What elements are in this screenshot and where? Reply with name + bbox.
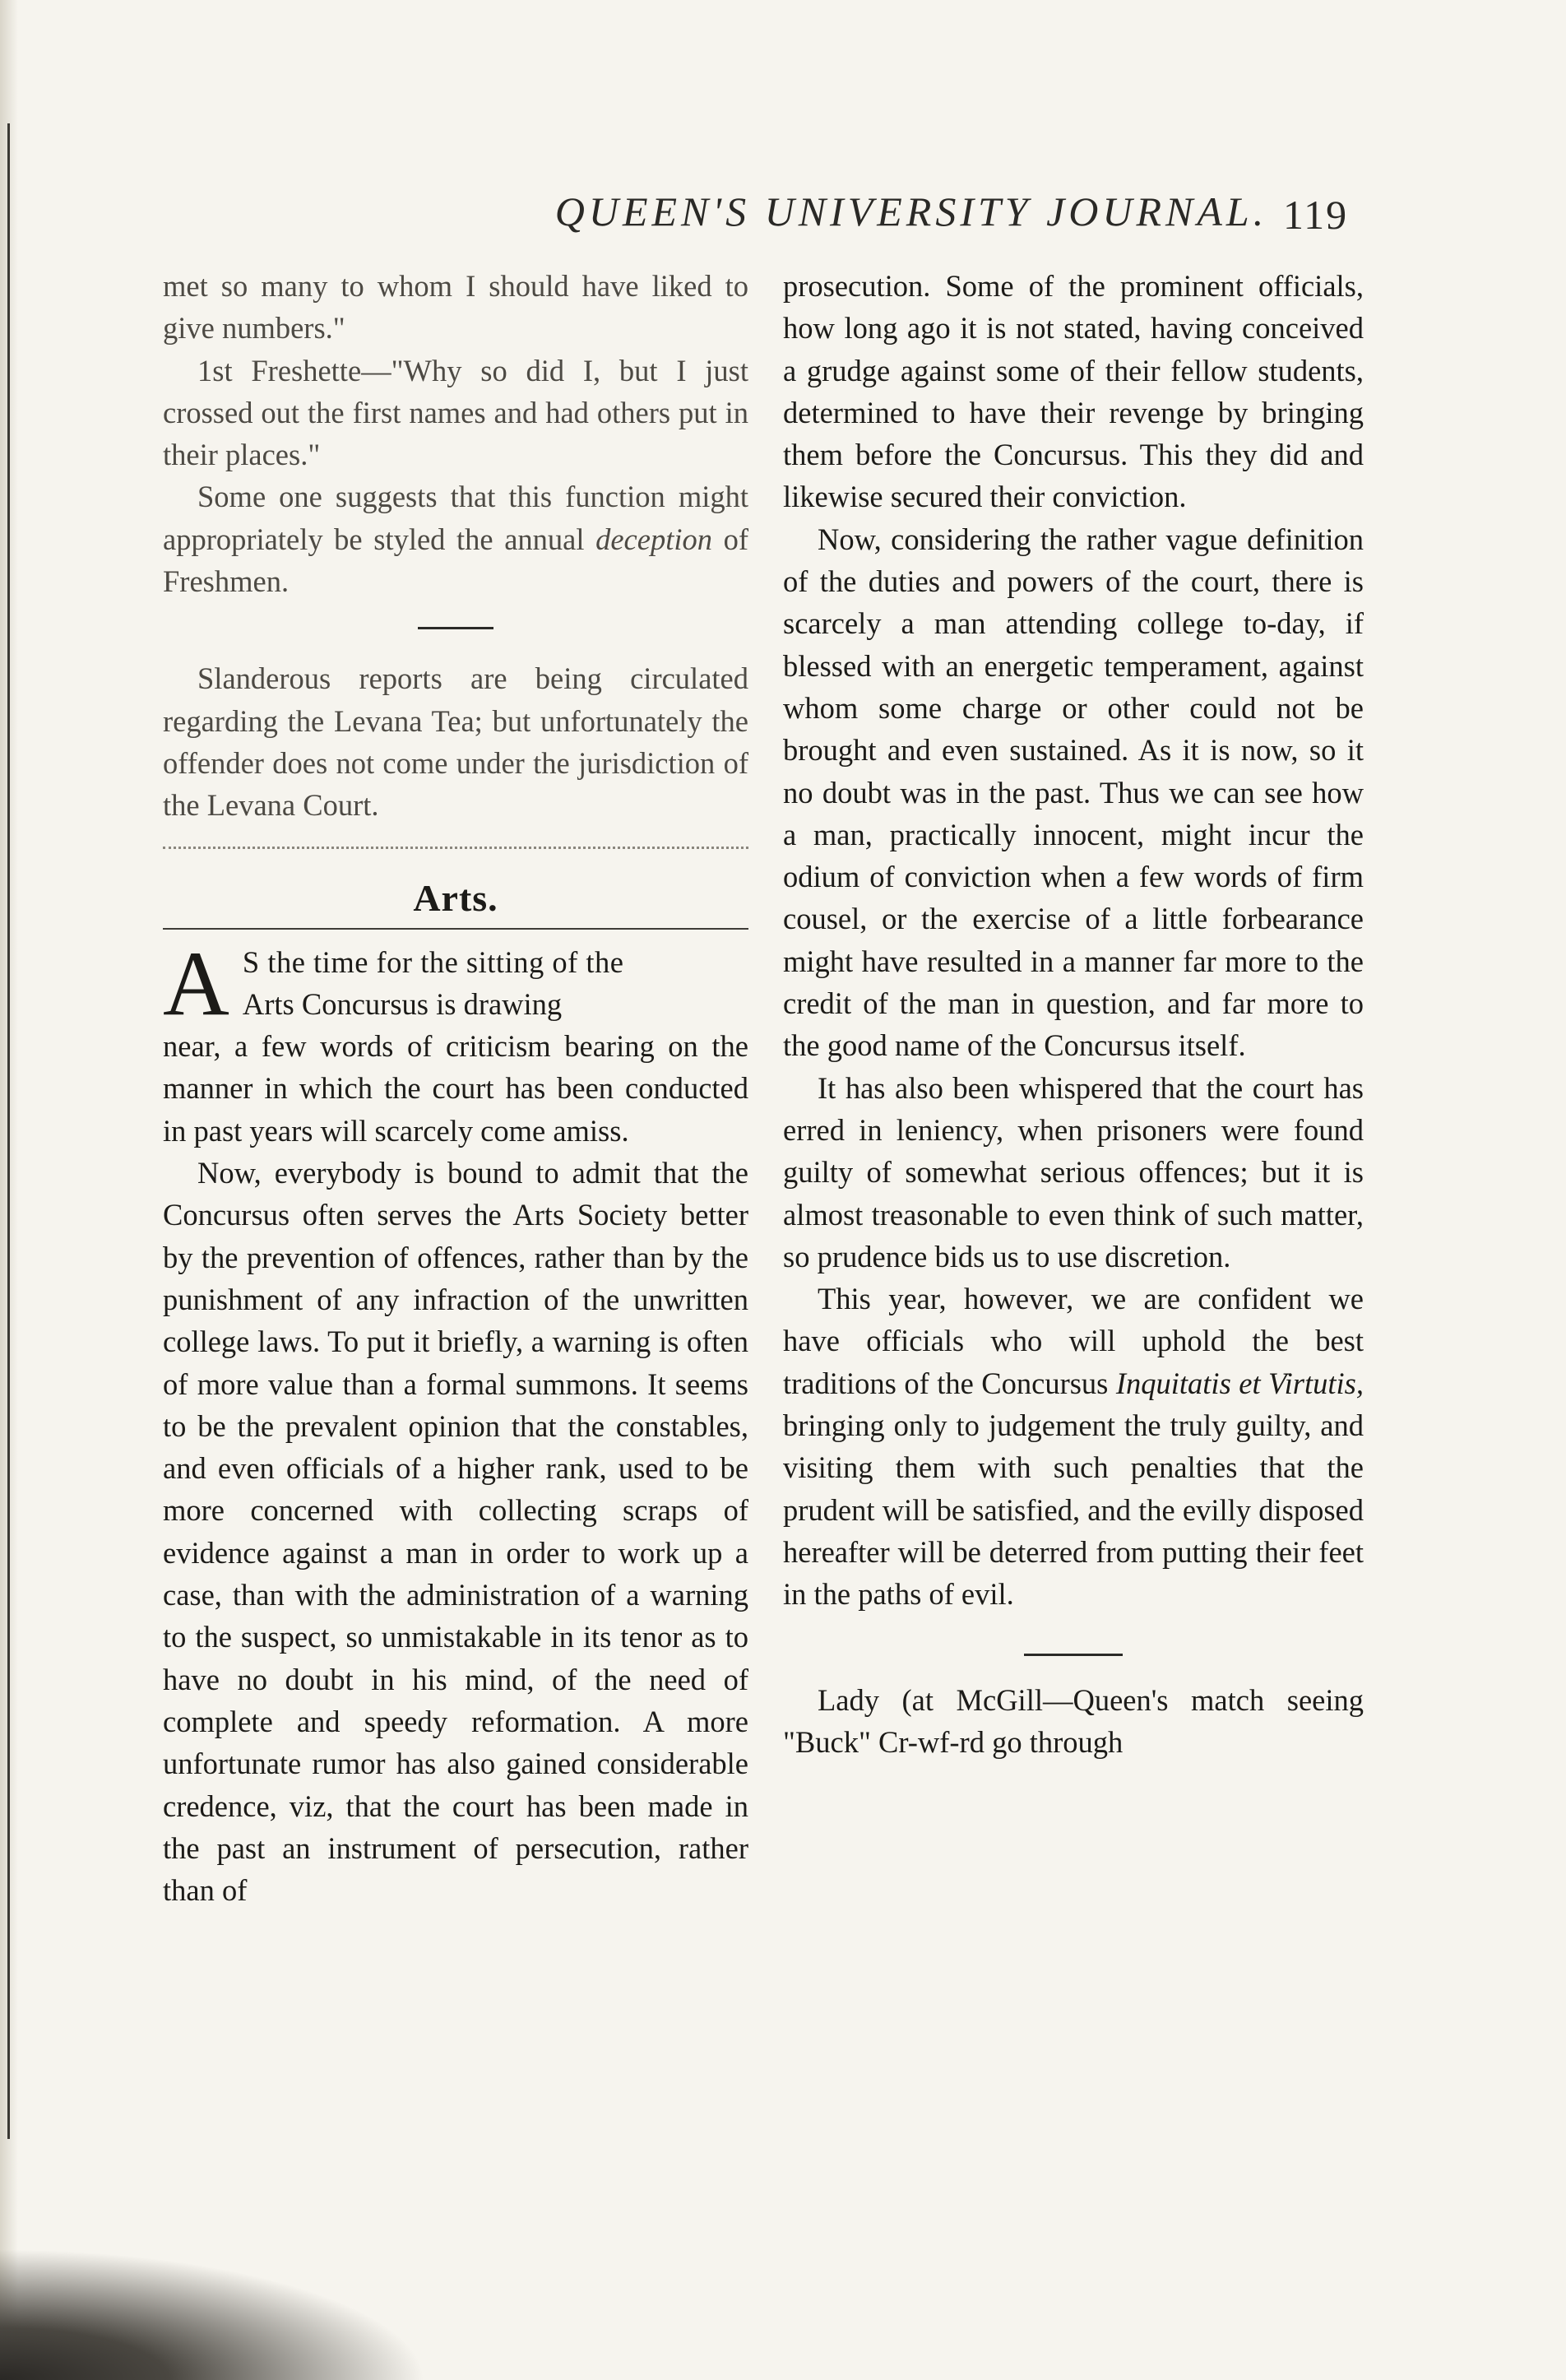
right-paragraph-2: Now, considering the rather vague definition of the duties and powers of the court, there is scarcely a man attending college to-day, if blessed with an energetic temperament, against whom some charge or other could not be brought and even sustained. As it is now, so it no doubt was in the past. Thus we can see how a man, practically innocent, might incur the odium of conviction when a few words of firm cousel, or the exercise of a little forbearance might have resulted in a manner far more to the credit of the man in question, and far more to the good name of the Concursus itself. bbox=[783, 522, 1364, 1063]
section-heading-arts: Arts. bbox=[413, 876, 498, 919]
left-paragraph-3 bbox=[163, 476, 748, 602]
left-paragraph-5: Now, everybody is bound to admit that the Concursus often serves the Arts Society better by the prevention of offences, rather than by the punishment of any infraction of the unwritten college laws. To put it briefly, a warning is often of more value than a formal summons. It seems to be the prevalent opinion that the constables, and even officials of a higher rank, used to be more concerned with collecting scraps of evidence against a man in order to work up a case, than with the administration of a warning to the suspect, so unmistakable in its tenor as to have no doubt in his mind, of the need of complete and speedy reformation. A more unfortunate rumor has also gained considerable credence, viz, that the court has been made in the past an instrument of persecution, rather than of bbox=[163, 1156, 748, 1908]
right-paragraph-1: prosecution. Some of the prominent officials, how long ago it is not stated, having conceived a grudge against some of their fellow students, determined to have their revenge by bringing them before the Concursus. This they did and likewise secured their conviction. bbox=[783, 269, 1364, 514]
para3-italic: deception bbox=[595, 522, 712, 556]
para3-text-after: of Freshmen. bbox=[163, 522, 749, 599]
page-corner-shadow bbox=[0, 2248, 428, 2380]
drop-cap: A bbox=[163, 932, 229, 1035]
left-paragraph-4: Slanderous reports are being circulated regarding the Levana Tea; but unfortunately the offender does not come under the jurisdiction of the Levana Court. bbox=[163, 661, 748, 823]
left-column bbox=[163, 265, 748, 1911]
lead-line-1: S the time for the sitting of the bbox=[242, 944, 624, 979]
binding-shadow-line bbox=[7, 123, 10, 2139]
para4-text-after: bringing only to judgement the truly guilty, and visiting them with such penalties that the prudent will be satisfied, and the evilly disposed hereafter will be deterred from putting their feet in the paths of evil. bbox=[783, 1408, 1364, 1612]
arts-lead-paragraph bbox=[163, 932, 748, 1152]
right-paragraph-3: It has also been whispered that the court has erred in leniency, when prisoners were found guilty of somewhat serious offences; but it is almost treasonable to even think of such matter, so prudence bids us to use discretion. bbox=[783, 1070, 1364, 1274]
separator-rule-right bbox=[1024, 1654, 1123, 1656]
left-paragraph-2: 1st Freshette—"Why so did I, but I just crossed out the first names and had others put in their places." bbox=[163, 353, 748, 472]
lead-rest: near, a few words of criticism bearing on the manner in which the court has been conducted in past years will scarcely come amiss. bbox=[163, 1029, 748, 1148]
right-paragraph-4 bbox=[783, 1278, 1364, 1615]
page-number: 119 bbox=[1283, 192, 1349, 238]
right-paragraph-5: Lady (at McGill—Queen's match seeing "Buck" Cr-wf-rd go through bbox=[783, 1682, 1364, 1759]
section-divider bbox=[163, 847, 748, 849]
lead-line-2: Arts Concursus is drawing bbox=[242, 986, 563, 1021]
para3-text-before: Some one suggests that this function might appropriately be styled the annual bbox=[163, 480, 748, 556]
right-column bbox=[783, 265, 1364, 1763]
separator-rule bbox=[418, 627, 493, 629]
para4-text-before: This year, however, we are confident we have officials who will uphold the best traditions of the Concursus bbox=[783, 1282, 1364, 1400]
left-paragraph-1: met so many to whom I should have liked to give numbers." bbox=[163, 269, 748, 346]
para4-italic: Inquitatis et Virtutis, bbox=[1115, 1366, 1364, 1400]
running-head: QUEEN'S UNIVERSITY JOURNAL. bbox=[554, 188, 1268, 234]
heading-rule bbox=[163, 928, 748, 930]
